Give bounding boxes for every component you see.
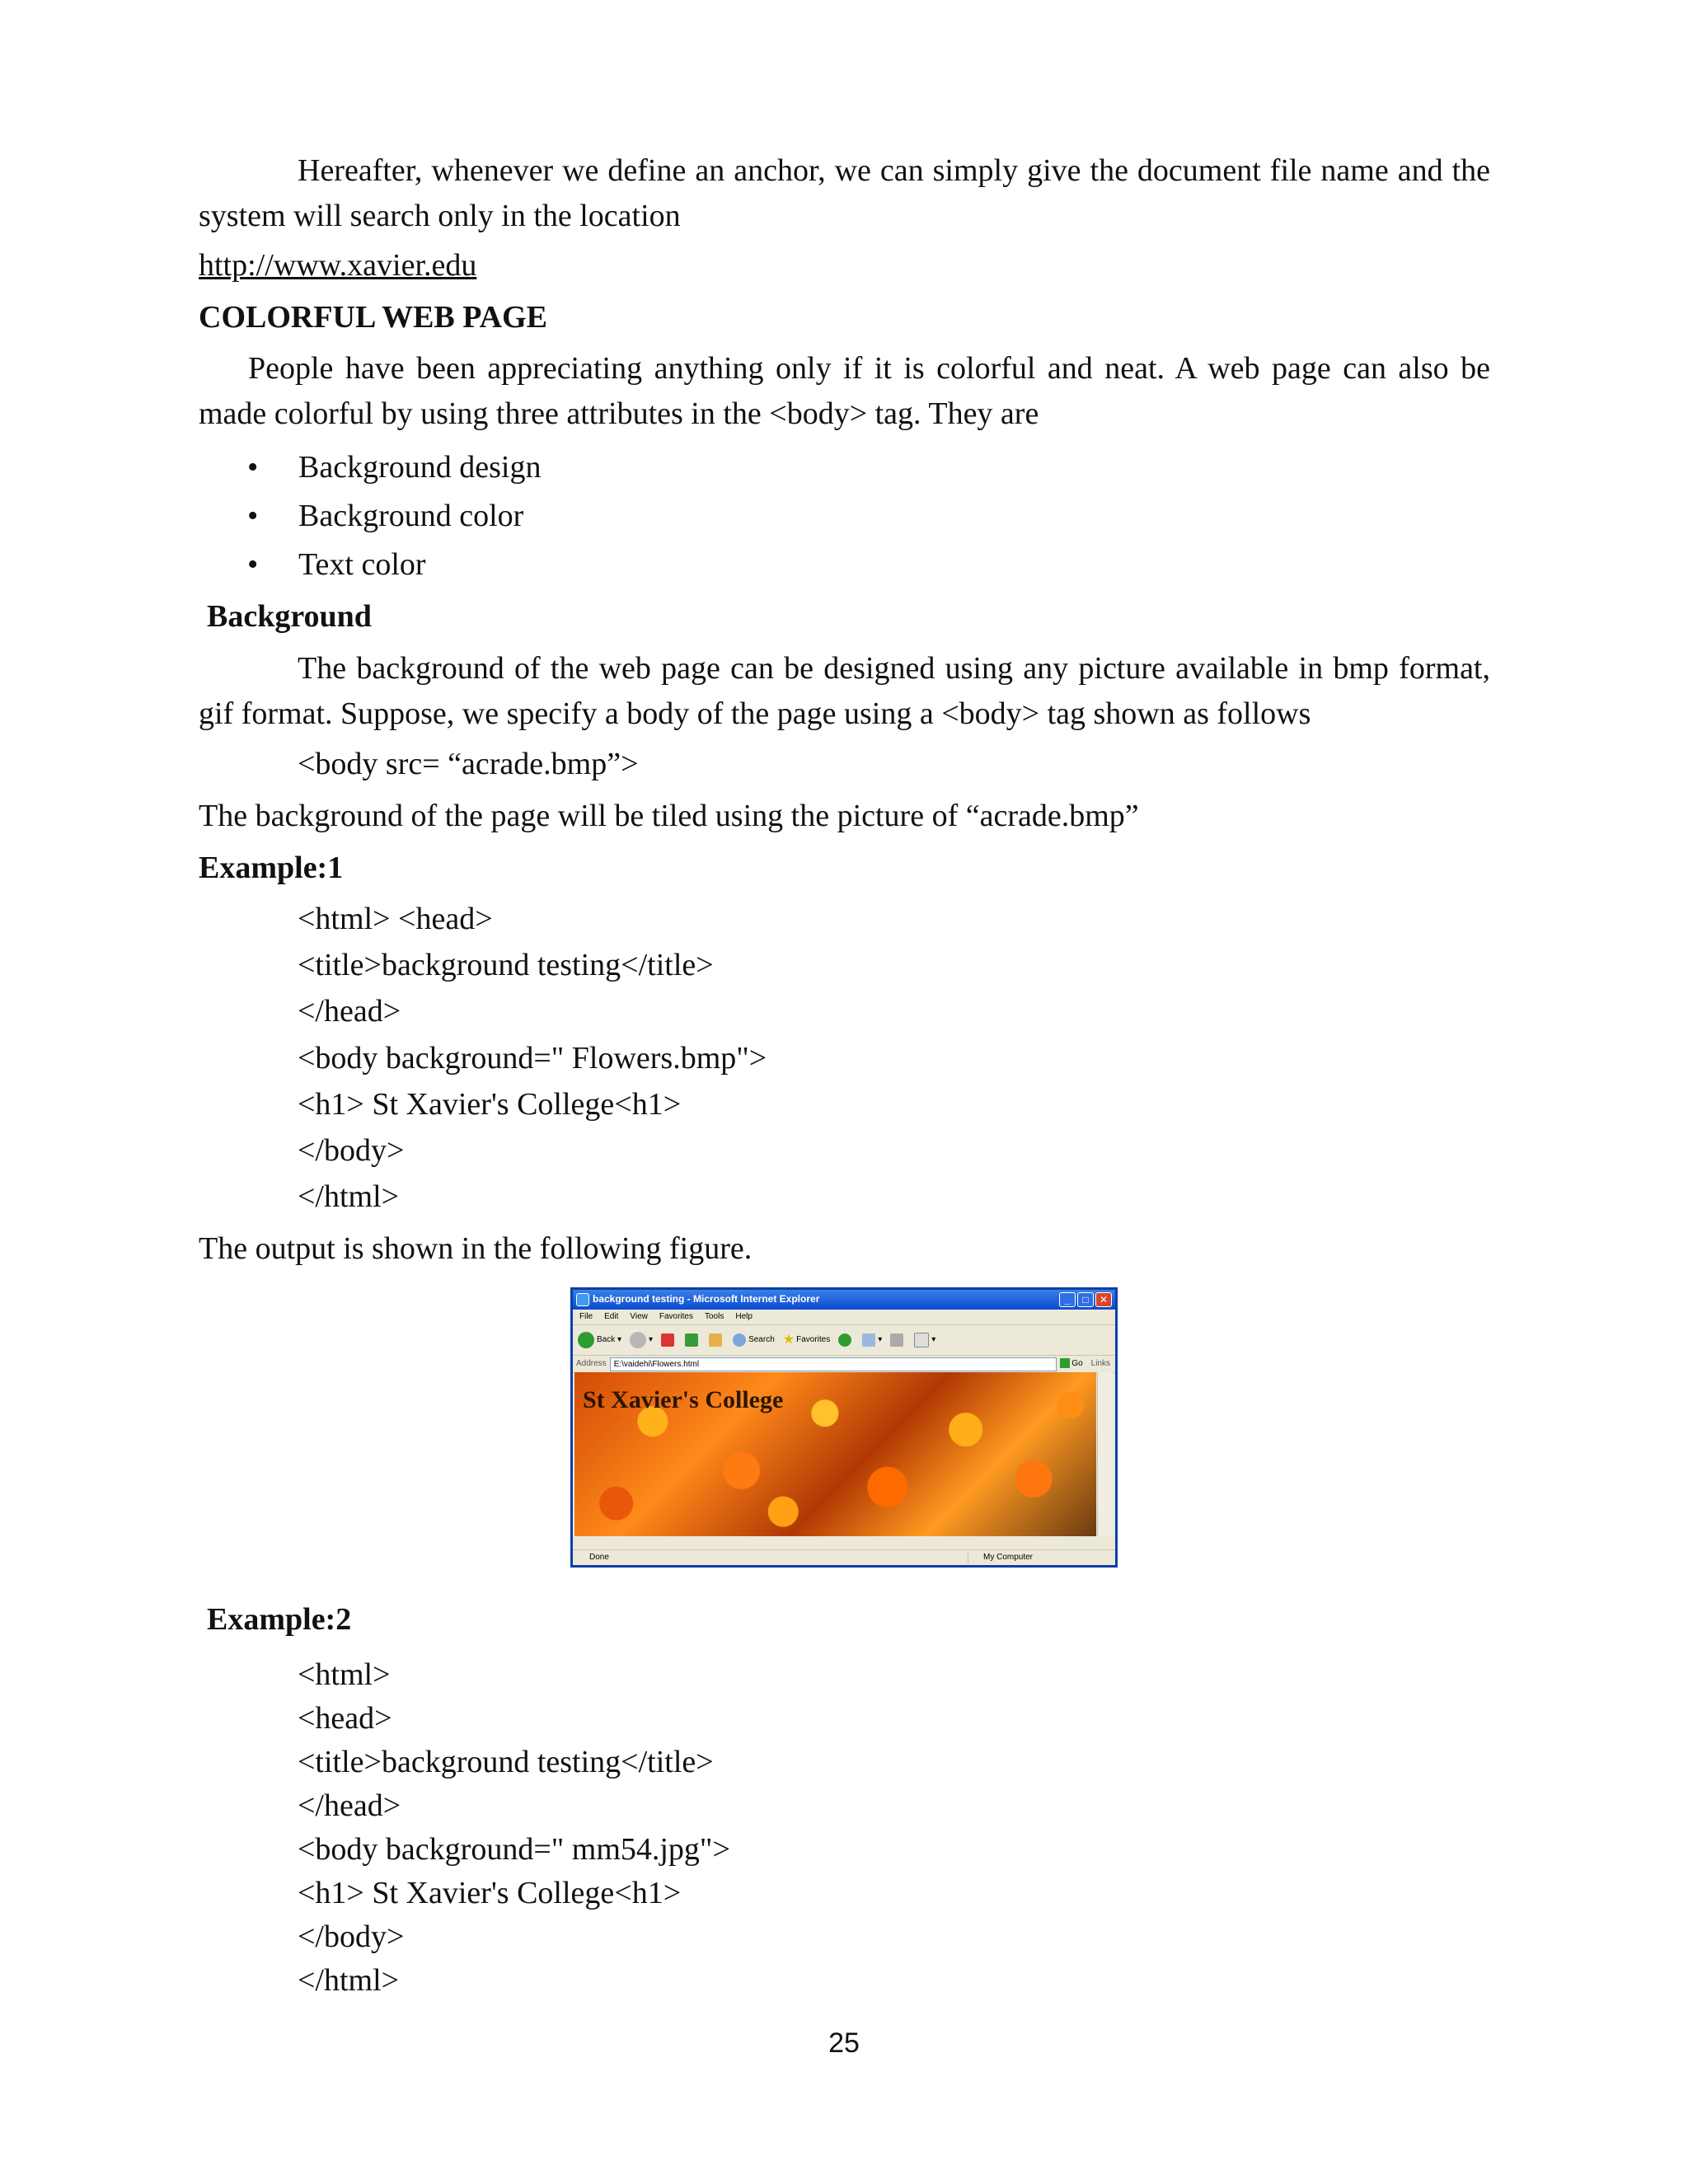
forward-arrow-icon: [630, 1332, 646, 1348]
xavier-link[interactable]: [199, 243, 476, 288]
links-label: Links: [1090, 1358, 1110, 1368]
bullet-label: Background color: [298, 499, 524, 533]
menu-help: Help: [735, 1311, 753, 1321]
search-button: Search: [733, 1333, 775, 1347]
background-note: The background of the page will be tiled using the picture of “acrade.bmp”: [199, 799, 1139, 833]
bullet-label: Background design: [298, 450, 542, 485]
code-line: <title>background testing</title>: [298, 1745, 714, 1779]
code-line: <title>background testing</title>: [298, 948, 714, 982]
edit-icon: ▾: [914, 1333, 935, 1347]
code-line: </html>: [298, 1963, 400, 1998]
code-line: <h1> St Xavier's College<h1>: [298, 1087, 682, 1122]
intro-paragraph: Hereafter, whenever we define an anchor, we can simply give the document file name and the system will search only in the location: [199, 153, 1490, 234]
address-label: Address: [576, 1358, 607, 1368]
colorful-paragraph: People have been appreciating anything only if it is colorful and neat. A web page can also be made colorful by using three attributes in the <body> tag. They are: [199, 351, 1490, 432]
refresh-icon: [685, 1333, 701, 1347]
page-number: 25: [828, 2027, 860, 2059]
menu-view: View: [630, 1311, 648, 1321]
bullet-dot-icon: •: [247, 450, 259, 485]
code-line: </head>: [298, 1788, 401, 1823]
star-icon: ★: [782, 1333, 795, 1347]
menu-tools: Tools: [704, 1311, 724, 1321]
example1-heading: Example:1: [199, 851, 344, 885]
stop-icon: [661, 1333, 677, 1347]
code-line: <body background=" Flowers.bmp">: [298, 1041, 767, 1076]
code-line: <body background=" mm54.jpg">: [298, 1832, 730, 1867]
status-bar: [573, 1549, 1115, 1565]
code-line: </head>: [298, 994, 401, 1029]
bullet-dot-icon: •: [247, 547, 259, 582]
scrollbar: [1097, 1372, 1113, 1536]
code-line: </body>: [298, 1919, 405, 1954]
page-heading: St Xavier's College: [583, 1386, 784, 1413]
page-content-flowers: [574, 1372, 1096, 1536]
code-line: <head>: [298, 1701, 392, 1736]
forward-button: ▾: [630, 1332, 653, 1348]
back-button: Back ▾: [578, 1332, 621, 1348]
ie-icon: [576, 1293, 589, 1306]
status-done: Done: [589, 1552, 609, 1562]
status-zone: My Computer: [968, 1552, 1115, 1564]
figure-caption: The output is shown in the following figure.: [199, 1231, 753, 1266]
code-line: <html>: [298, 1657, 391, 1692]
menu-favorites: Favorites: [659, 1311, 693, 1321]
browser-screenshot: [570, 1287, 1118, 1568]
browser-titlebar: [573, 1290, 1115, 1310]
search-icon: [733, 1333, 746, 1347]
print-icon: [890, 1333, 906, 1347]
browser-toolbar: [573, 1325, 1115, 1356]
home-icon: [709, 1333, 724, 1347]
address-bar: [573, 1356, 1115, 1373]
go-arrow-icon: [1060, 1358, 1070, 1368]
bullet-label: Text color: [298, 547, 426, 582]
xavier-link-text[interactable]: http://www.xavier.edu: [199, 248, 477, 283]
background-code: <body src= “acrade.bmp”>: [298, 747, 639, 781]
mail-icon: ▾: [862, 1333, 882, 1347]
code-line: <h1> St Xavier's College<h1>: [298, 1876, 682, 1910]
minimize-icon: _: [1059, 1292, 1076, 1307]
bullet-dot-icon: •: [247, 499, 259, 533]
background-heading: Background: [207, 599, 372, 634]
browser-title: background testing - Microsoft Internet Explorer: [593, 1293, 820, 1305]
code-line: </body>: [298, 1133, 405, 1168]
section-title: COLORFUL WEB PAGE: [199, 300, 547, 335]
background-paragraph: The background of the web page can be designed using any picture available in bmp format, gif format. Suppose, we specify a body of the page using a <body> tag shown as follows: [199, 651, 1490, 732]
maximize-icon: □: [1077, 1292, 1094, 1307]
favorites-button: ★ Favorites: [783, 1330, 830, 1349]
menu-edit: Edit: [604, 1311, 619, 1321]
go-button: Go: [1060, 1358, 1082, 1371]
address-field: E:\vaidehi\Flowers.html: [610, 1357, 1057, 1371]
close-icon: ✕: [1095, 1292, 1112, 1307]
code-line: </html>: [298, 1179, 400, 1214]
example2-heading: Example:2: [207, 1602, 352, 1637]
menu-file: File: [579, 1311, 593, 1321]
browser-menubar: [573, 1310, 1115, 1325]
history-icon: [838, 1333, 854, 1347]
code-line: <html> <head>: [298, 902, 493, 936]
back-arrow-icon: [578, 1332, 594, 1348]
